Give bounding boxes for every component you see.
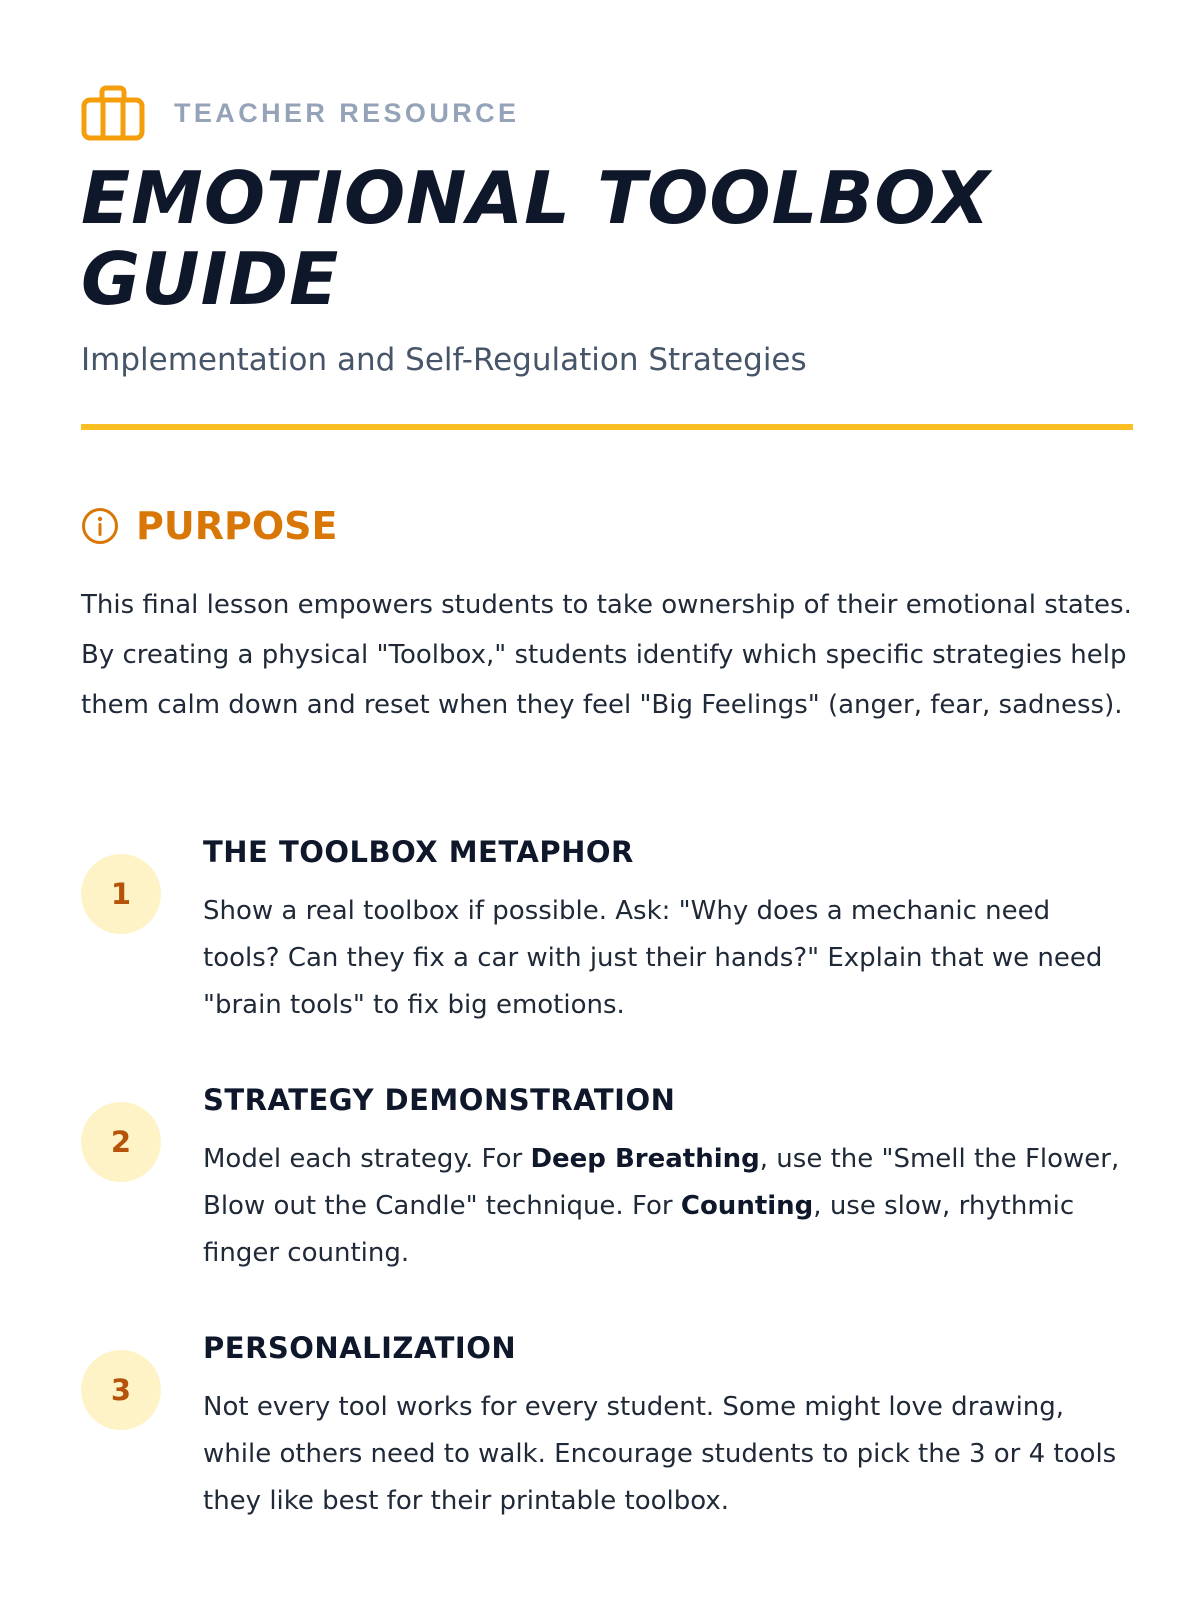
teacher-guide-page bbox=[81, 0, 1133, 1600]
step-title: PERSONALIZATION bbox=[203, 1331, 517, 1365]
strategy-name-counting: Counting bbox=[680, 1191, 814, 1221]
step-number-badge: 1 bbox=[81, 854, 161, 934]
page-title: EMOTIONAL TOOLBOX GUIDE bbox=[81, 156, 991, 321]
step-body: Show a real toolbox if possible. Ask: "Why does a mechanic need tools? Can they fix a car with just their hands?" Explain that we need "brain tools" to fix big emotions. bbox=[203, 896, 1103, 1020]
purpose-body: This final lesson empowers students to take ownership of their emotional states. By creating a physical "Toolbox," students identify which specific strategies help them calm down and reset when they feel "Big Feelings" (anger, fear, sadness). bbox=[81, 590, 1132, 720]
toolbox-icon bbox=[81, 84, 145, 142]
step-body-text: Model each strategy. For bbox=[203, 1144, 531, 1174]
step-number-badge: 2 bbox=[81, 1102, 161, 1182]
step-toolbox-metaphor bbox=[81, 832, 1133, 1052]
eyebrow-label: TEACHER RESOURCE bbox=[174, 97, 520, 128]
step-personalization bbox=[81, 1328, 1133, 1548]
step-title: THE TOOLBOX METAPHOR bbox=[203, 835, 634, 869]
step-title: STRATEGY DEMONSTRATION bbox=[203, 1083, 676, 1117]
step-number-badge: 3 bbox=[81, 1350, 161, 1430]
step-body-text: , use the "Smell the Flower, Blow out the Candle" technique. For bbox=[203, 1144, 1120, 1221]
eyebrow bbox=[81, 84, 519, 142]
step-strategy-demonstration bbox=[81, 1080, 1133, 1300]
purpose-heading-label: PURPOSE bbox=[136, 504, 338, 548]
info-icon bbox=[81, 507, 119, 545]
purpose-heading bbox=[81, 500, 337, 552]
step-body bbox=[203, 1136, 1133, 1277]
step-body: Not every tool works for every student. Some might love drawing, while others need to walk. Encourage students to pick the 3 or 4 tools they like best for their printable toolbox. bbox=[203, 1392, 1117, 1516]
header-divider bbox=[81, 424, 1133, 430]
page-subtitle: Implementation and Self-Regulation Strategies bbox=[81, 342, 807, 378]
strategy-name-deep-breathing: Deep Breathing bbox=[530, 1144, 760, 1174]
step-body-text: , use slow, rhythmic finger counting. bbox=[203, 1191, 1075, 1268]
